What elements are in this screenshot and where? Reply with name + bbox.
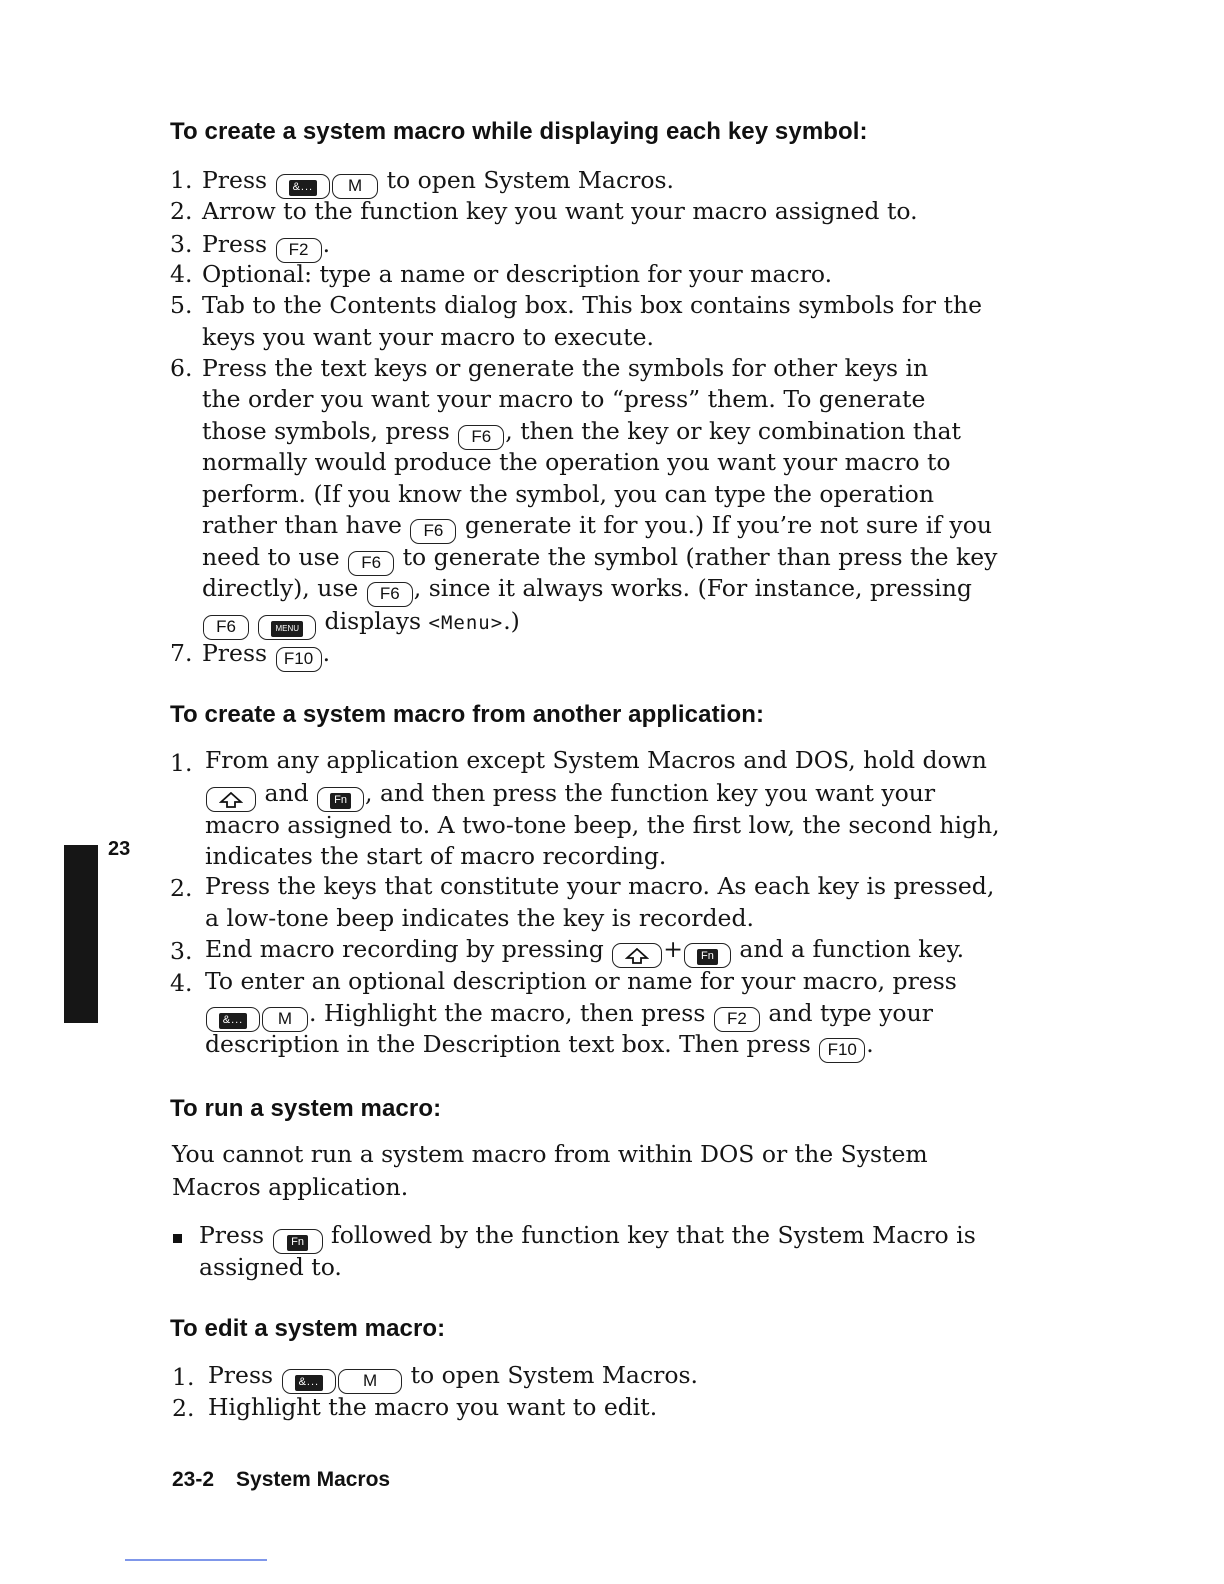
apps-key: &... xyxy=(282,1369,337,1394)
step-number: 5. xyxy=(170,291,193,319)
shift-key xyxy=(612,943,662,968)
step-5-line-1: Tab to the Contents dialog box. This box contains symbols for the xyxy=(202,291,982,319)
f6-key: F6 xyxy=(410,519,456,544)
step-7-text: Press F10 . xyxy=(202,638,330,672)
step-number: 2. xyxy=(170,197,193,225)
page-footer xyxy=(172,1468,390,1492)
f6-key: F6 xyxy=(203,615,249,640)
step-1-text: Press &... M to open System Macros. xyxy=(202,165,674,199)
app-step-1-line-4: indicates the start of macro recording. xyxy=(205,842,667,870)
step-number: 2. xyxy=(172,1394,195,1422)
f6-key: F6 xyxy=(367,582,413,607)
step-6-line-3: those symbols, press F6 , then the key or key combination that xyxy=(202,416,961,450)
step-6-line-4: normally would produce the operation you want your macro to xyxy=(202,448,951,476)
fn-key: Fn xyxy=(317,787,364,812)
m-key: M xyxy=(332,174,378,199)
section-heading-create-symbol: To create a system macro while displaying each key symbol: xyxy=(170,118,868,145)
f10-key: F10 xyxy=(819,1038,865,1063)
m-key: M xyxy=(338,1369,402,1394)
chapter-side-tab xyxy=(64,845,98,1023)
step-number: 3. xyxy=(170,937,193,965)
app-step-2-line-2: a low-tone beep indicates the key is recorded. xyxy=(205,904,754,932)
chapter-name: System Macros xyxy=(236,1468,391,1491)
run-paragraph-line-2: Macros application. xyxy=(172,1173,409,1201)
fn-key: Fn xyxy=(684,943,731,968)
shift-arrow-icon xyxy=(625,948,649,964)
step-number: 4. xyxy=(170,260,193,288)
step-6-line-1: Press the text keys or generate the symbols for other keys in xyxy=(202,354,929,382)
step-number: 3. xyxy=(170,230,193,258)
app-step-1-line-2: and Fn , and then press the function key you want your xyxy=(205,778,935,812)
app-step-1-line-3: macro assigned to. A two-tone beep, the first low, the second high, xyxy=(205,811,1000,839)
chapter-side-number: 23 xyxy=(108,838,131,860)
step-6-line-2: the order you want your macro to “press” them. To generate xyxy=(202,385,926,413)
step-number: 1. xyxy=(170,166,193,194)
f6-key: F6 xyxy=(458,425,504,450)
step-number: 6. xyxy=(170,354,193,382)
app-step-4-line-3: description in the Description text box. Then press F10 . xyxy=(205,1029,874,1063)
bullet-icon xyxy=(173,1234,182,1243)
run-bullet-line-2: assigned to. xyxy=(199,1253,342,1281)
step-number: 1. xyxy=(170,749,193,777)
f6-key: F6 xyxy=(348,551,394,576)
step-number: 7. xyxy=(170,639,193,667)
edit-step-2-text: Highlight the macro you want to edit. xyxy=(208,1393,658,1421)
app-step-1-line-1: From any application except System Macros and DOS, hold down xyxy=(205,746,987,774)
step-3-text: Press F2 . xyxy=(202,229,330,263)
scan-edge-line xyxy=(125,1559,267,1561)
step-6-line-9: F6 MENU displays <Menu>.) xyxy=(202,606,520,640)
page-number: 23-2 xyxy=(172,1468,215,1491)
step-4-text: Optional: type a name or description for your macro. xyxy=(202,260,833,288)
app-step-4-line-1: To enter an optional description or name for your macro, press xyxy=(205,967,957,995)
app-step-4-line-2: &... M . Highlight the macro, then press F2 and type your xyxy=(205,998,933,1032)
step-6-line-6: rather than have F6 generate it for you.) If you’re not sure if you xyxy=(202,510,992,544)
apps-key: &... xyxy=(276,174,331,199)
app-step-2-line-1: Press the keys that constitute your macro. As each key is pressed, xyxy=(205,872,995,900)
menu-symbol: <Menu> xyxy=(428,612,504,634)
shift-arrow-icon xyxy=(219,792,243,808)
step-6-line-8: directly), use F6 , since it always works. (For instance, pressing xyxy=(202,573,972,607)
menu-key: MENU xyxy=(258,615,316,640)
step-number: 2. xyxy=(170,874,193,902)
f10-key: F10 xyxy=(276,647,322,672)
step-number: 1. xyxy=(172,1363,195,1391)
step-5-line-2: keys you want your macro to execute. xyxy=(202,323,654,351)
f2-key: F2 xyxy=(714,1007,760,1032)
fn-key: Fn xyxy=(273,1229,323,1254)
edit-step-1-text: Press &... M to open System Macros. xyxy=(208,1360,698,1394)
section-heading-edit: To edit a system macro: xyxy=(170,1315,446,1342)
step-2-text: Arrow to the function key you want your macro assigned to. xyxy=(202,197,918,225)
run-bullet-line-1: Press Fn followed by the function key that the System Macro is xyxy=(199,1220,976,1254)
shift-key xyxy=(206,787,256,812)
run-paragraph-line-1: You cannot run a system macro from within DOS or the System xyxy=(172,1140,928,1168)
section-heading-run: To run a system macro: xyxy=(170,1095,442,1122)
apps-key: &... xyxy=(206,1007,260,1032)
step-6-line-7: need to use F6 to generate the symbol (rather than press the key xyxy=(202,542,997,576)
section-heading-create-app: To create a system macro from another application: xyxy=(170,701,765,728)
step-6-line-5: perform. (If you know the symbol, you can type the operation xyxy=(202,480,934,508)
step-number: 4. xyxy=(170,969,193,997)
f2-key: F2 xyxy=(276,238,322,263)
app-step-3-text: End macro recording by pressing + Fn and a function key. xyxy=(205,934,964,968)
m-key: M xyxy=(262,1007,308,1032)
